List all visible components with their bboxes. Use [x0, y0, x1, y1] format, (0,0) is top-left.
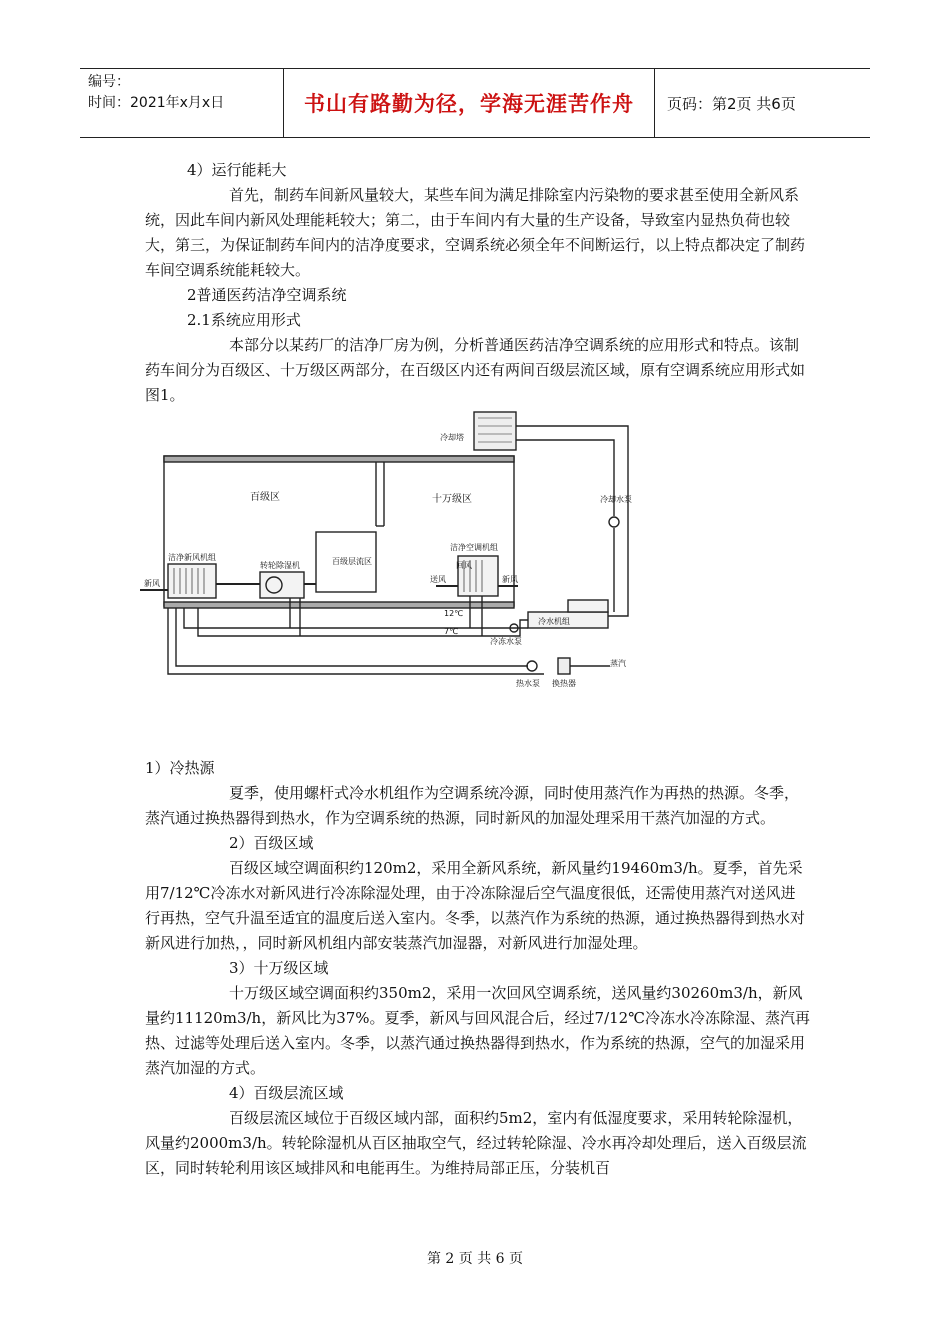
paragraph-energy-consumption: 首先，制药车间新风量较大，某些车间为满足排除室内污染物的要求甚至使用全新风系统，因此车间内新风处理能耗较大；第二，由于车间内有大量的生产设备，导致室内显热负荷也较大，第三，为保证制药车间内的洁净度要求，空调系统必须全年不间断运行，以上特点都决定了制药车间空调系统能耗较大。 [145, 186, 806, 279]
section-energy-and-system [145, 158, 810, 408]
label-cooling-water-pump: 冷却水泵 [600, 495, 632, 504]
label-supply-air: 送风 [430, 575, 446, 584]
label-wheel-dehumidifier: 转轮除湿机 [260, 561, 300, 570]
paragraph-system-application: 本部分以某药厂的洁净厂房为例，分析普通医药洁净空调系统的应用形式和特点。该制药车间分为百级区、十万级区两部分，在百级区内还有两间百级层流区域，原有空调系统应用形式如图1。 [145, 336, 806, 404]
label-laminar-zone: 百级层流区 [332, 557, 372, 566]
heading-laminar-zone: 4）百级层流区域 [229, 1084, 344, 1102]
label-fresh-air-left: 新风 [144, 579, 160, 588]
label-cooling-tower: 冷却塔 [440, 433, 464, 442]
label-hot-water-pump: 热水泵 [516, 679, 540, 688]
document-date-label: 时间：2021年x月x日 [88, 95, 225, 111]
section-system-details [145, 756, 810, 1181]
label-return-air: 回风 [456, 561, 472, 570]
label-temp-7: 7℃ [444, 627, 459, 636]
label-zone-100k: 十万级区 [432, 494, 472, 505]
header-motto: 书山有路勤为径，学海无涯苦作舟 [284, 69, 655, 137]
label-zone-100: 百级区 [250, 492, 280, 503]
header-meta [80, 69, 284, 137]
paragraph-heat-cold-source: 夏季，使用螺杆式冷水机组作为空调系统冷源，同时使用蒸汽作为再热的热源。冬季，蒸汽通过换热器得到热水，作为空调系统的热源，同时新风的加湿处理采用干蒸汽加湿的方式。 [145, 784, 800, 827]
heading-system-application: 2.1系统应用形式 [187, 311, 301, 329]
label-steam: 蒸汽 [610, 659, 626, 668]
heading-class-100k-zone: 3）十万级区域 [229, 959, 329, 977]
heading-class-100-zone: 2）百级区域 [229, 834, 314, 852]
label-fresh-air-unit: 洁净新风机组 [168, 553, 216, 562]
paragraph-laminar-zone: 百级层流区域位于百级区域内部，面积约5m2，室内有低湿度要求，采用转轮除湿机，风量约2000m3/h。转轮除湿机从百区抽取空气，经过转轮除湿、冷水再冷却处理后，送入百级层流区，同时转轮利用该区域排风和电能再生。为维持局部正压，分装机百 [145, 1109, 807, 1177]
label-chilled-water-pump: 冷冻水泵 [490, 637, 522, 646]
paragraph-class-100-zone: 百级区域空调面积约120m2，采用全新风系统，新风量约19460m3/h。夏季，首先采用7/12℃冷冻水对新风进行冷冻除湿处理，由于冷冻除湿后空气温度很低，还需使用蒸汽对送风进行再热，空气升温至适宜的温度后送入室内。冬季，以蒸汽作为系统的热源，通过换热器得到热水对新风进行加热，，同时新风机组内部安装蒸汽加湿器，对新风进行加湿处理。 [145, 859, 806, 952]
label-chiller: 冷水机组 [538, 617, 570, 626]
label-heat-exchanger: 换热器 [552, 679, 576, 688]
heading-clean-ac-system: 2普通医药洁净空调系统 [187, 286, 347, 304]
document-number-label: 编号： [88, 74, 130, 90]
heading-heat-cold-source: 1）冷热源 [145, 759, 215, 777]
label-temp-12: 12℃ [444, 609, 464, 618]
system-diagram [140, 404, 640, 704]
paragraph-class-100k-zone: 十万级区域空调面积约350m2，采用一次回风空调系统，送风量约30260m3/h，新风量约11120m3/h，新风比为37%。夏季，新风与回风混合后，经过7/12℃冷冻水冷冻除湿、蒸汽再热、过滤等处理后送入室内。冬季，以蒸汽通过换热器得到热水，作为系统的热源，空气的加湿采用蒸汽加湿的方式。 [145, 984, 811, 1077]
header-page-number: 页码：第2页 共6页 [667, 94, 796, 113]
label-fresh-air-right: 新风 [502, 575, 518, 584]
heading-energy-consumption: 4）运行能耗大 [187, 161, 287, 179]
page-header [80, 68, 870, 138]
page-footer: 第 2 页 共 6 页 [426, 1251, 524, 1267]
label-clean-ac-unit: 洁净空调机组 [450, 543, 498, 552]
